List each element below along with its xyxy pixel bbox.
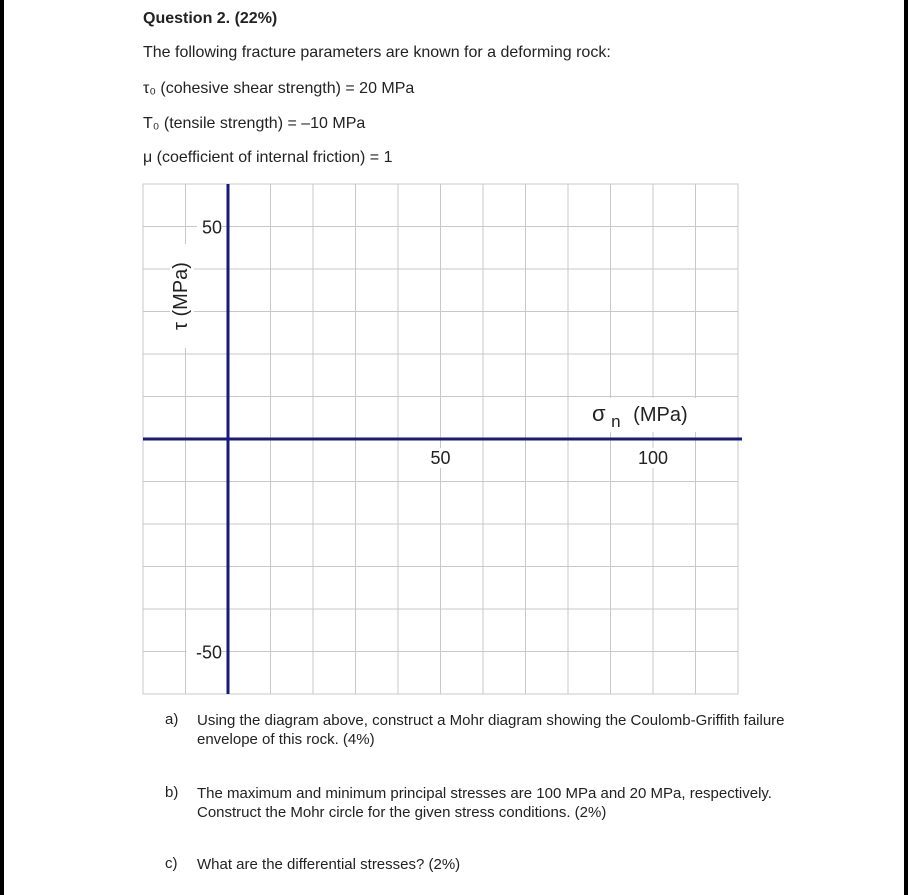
part-b-label: b) (165, 784, 179, 801)
y-tick-label: -50 (195, 642, 222, 663)
part-a-label: a) (165, 711, 179, 728)
question-title: Question 2. (22%) (143, 10, 278, 27)
x-axis-label-subscript: n (611, 412, 621, 431)
x-axis-label-symbol: σ (592, 401, 606, 426)
part-b-text: The maximum and minimum principal stresses are 100 MPa and 20 MPa, respectively. Construct the Mohr circle for the given stress conditions. (2%) (197, 785, 772, 821)
param-internal-friction: μ (coefficient of internal friction) = 1 (143, 149, 393, 166)
x-axis-label-unit: (MPa) (633, 404, 688, 426)
y-axis-label: τ (MPa) (170, 262, 192, 330)
y-tick-label: 50 (201, 217, 222, 238)
param-tensile-strength: T₀ (tensile strength) = –10 MPa (143, 115, 366, 132)
x-tick-label: 50 (430, 448, 451, 468)
param-cohesive-strength: τ₀ (cohesive shear strength) = 20 MPa (143, 80, 415, 97)
x-tick-label: 100 (637, 448, 669, 468)
part-a-text: Using the diagram above, construct a Mohr diagram showing the Coulomb-Griffith failure envelope of this rock. (4%) (197, 712, 785, 748)
question-intro: The following fracture parameters are known for a deforming rock: (143, 44, 611, 61)
document-page (4, 0, 904, 895)
part-c-text: What are the differential stresses? (2%) (197, 856, 461, 873)
mohr-diagram-chart (4, 0, 904, 700)
part-c-label: c) (165, 855, 178, 872)
